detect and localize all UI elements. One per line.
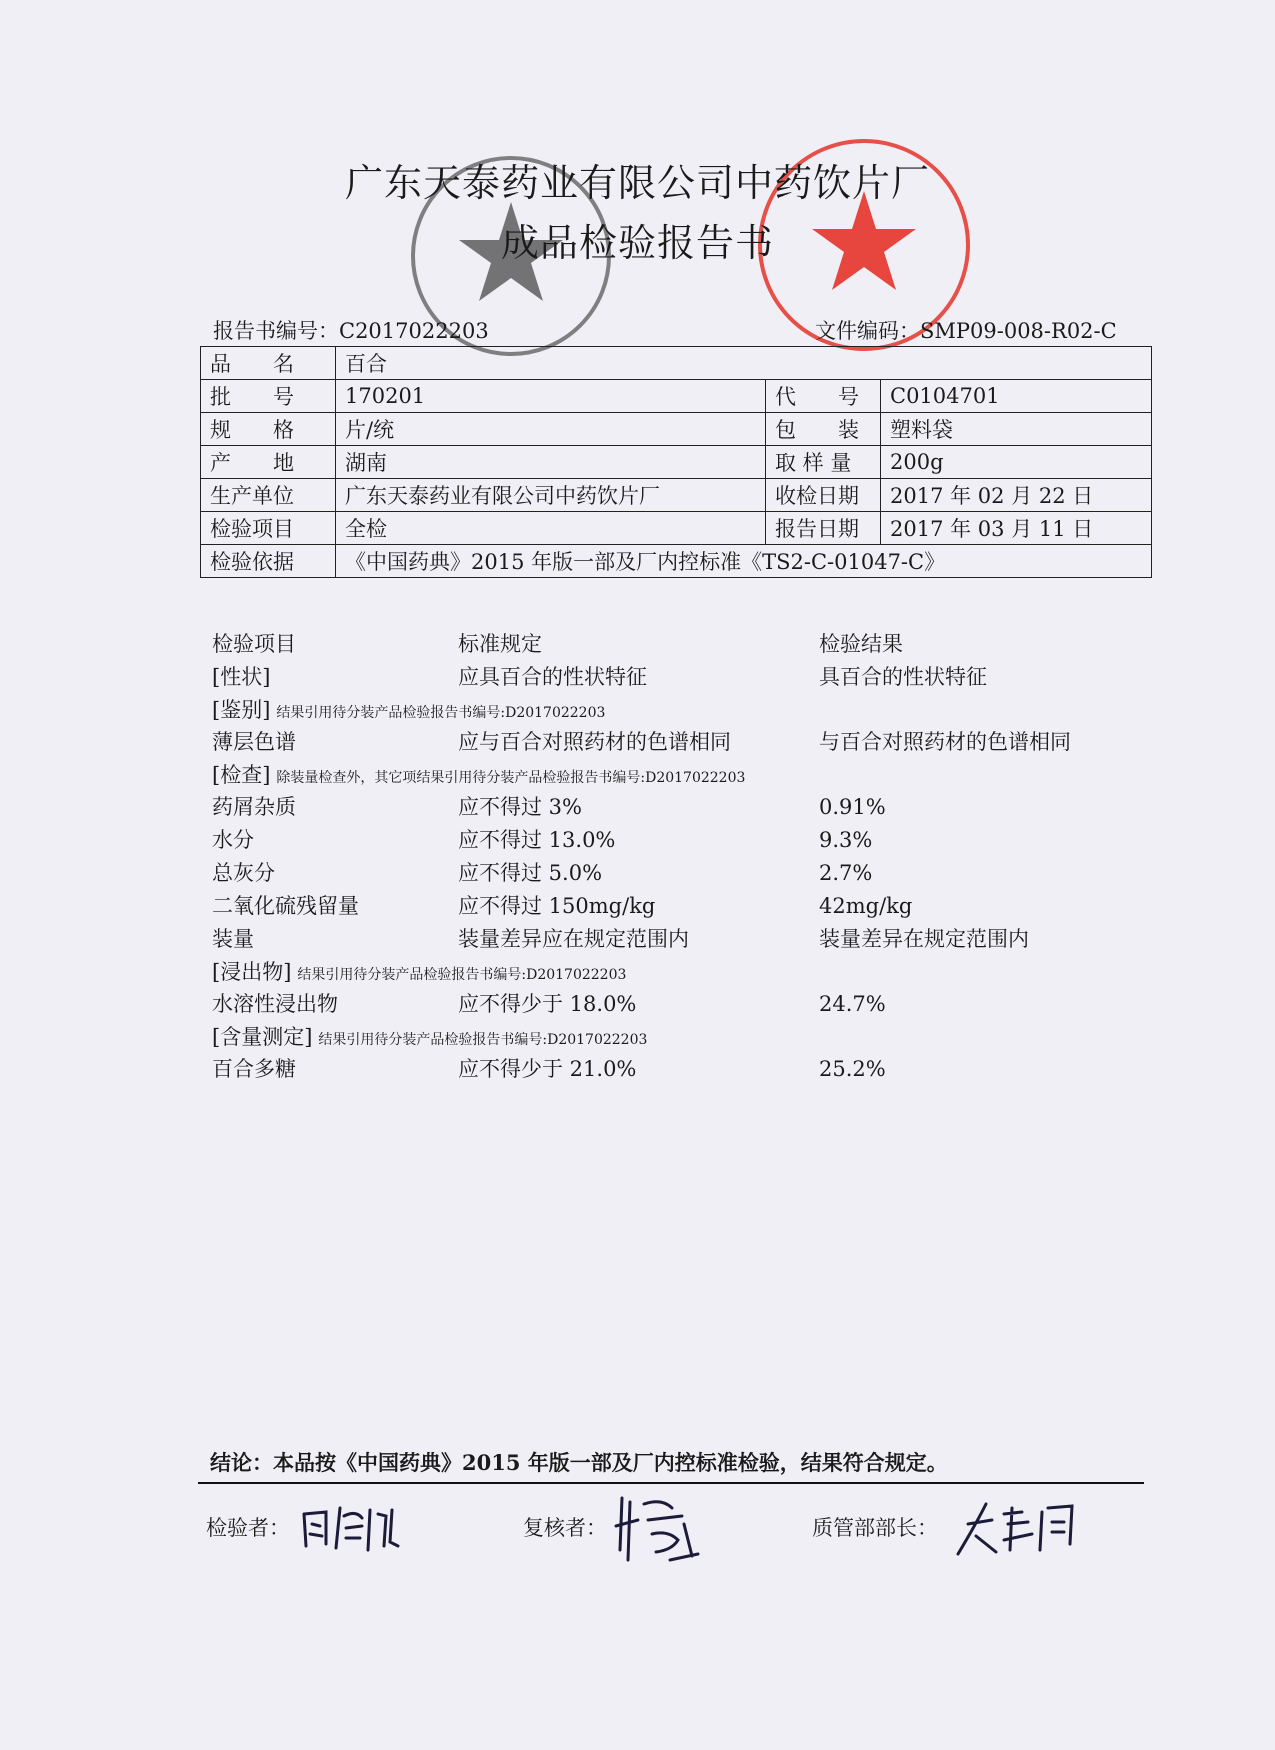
result-row	[212, 824, 1152, 857]
document-title: 成品检验报告书	[500, 221, 774, 265]
qa-head-label: 质管部部长：	[812, 1516, 938, 1540]
column-header-result: 检验结果	[819, 632, 903, 656]
table-row	[201, 512, 1152, 545]
section-label: [浸出物]	[212, 960, 292, 984]
result-item: 薄层色谱	[212, 730, 296, 754]
result-row	[212, 726, 1152, 759]
field-label: 报告日期	[766, 512, 881, 545]
field-value: 200g	[881, 446, 1152, 479]
column-header-item: 检验项目	[212, 632, 296, 656]
table-row	[201, 446, 1152, 479]
inspector-label: 检验者：	[206, 1516, 290, 1540]
field-label: 代 号	[766, 380, 881, 413]
result-item: 水分	[212, 828, 254, 852]
result-standard: 应不得少于 21.0%	[458, 1057, 637, 1081]
section-note: 除装量检查外，其它项结果引用待分装产品检验报告书编号:D2017022203	[276, 770, 746, 786]
section-row	[212, 1021, 1152, 1053]
result-standard: 应与百合对照药材的色谱相同	[458, 730, 731, 754]
section-row	[212, 956, 1152, 988]
section-note: 结果引用待分装产品检验报告书编号:D2017022203	[276, 705, 606, 721]
result-standard: 装量差异应在规定范围内	[458, 927, 689, 951]
result-value: 装量差异在规定范围内	[819, 927, 1029, 951]
section-label: [检查]	[212, 763, 271, 787]
reviewer-label: 复核者：	[523, 1516, 607, 1540]
result-value: 具百合的性状特征	[819, 665, 987, 689]
field-value: 片/统	[336, 413, 766, 446]
result-item: 总灰分	[212, 861, 275, 885]
field-label: 收检日期	[766, 479, 881, 512]
results-header-row	[212, 628, 1152, 661]
field-value: 湖南	[336, 446, 766, 479]
section-label: [鉴别]	[212, 698, 271, 722]
field-label: 品 名	[201, 347, 336, 380]
field-value: C0104701	[881, 380, 1152, 413]
result-item: [性状]	[212, 665, 271, 689]
field-value: 《中国药典》2015 年版一部及厂内控标准《TS2-C-01047-C》	[336, 545, 1152, 578]
result-standard: 应不得过 13.0%	[458, 828, 616, 852]
section-row	[212, 759, 1152, 791]
field-value: 百合	[336, 347, 1152, 380]
result-item: 装量	[212, 927, 254, 951]
field-label: 批 号	[201, 380, 336, 413]
section-note: 结果引用待分装产品检验报告书编号:D2017022203	[297, 967, 627, 983]
section-note: 结果引用待分装产品检验报告书编号:D2017022203	[318, 1032, 648, 1048]
conclusion: 结论：本品按《中国药典》2015 年版一部及厂内控标准检验，结果符合规定。	[210, 1450, 948, 1475]
result-value: 2.7%	[819, 861, 873, 885]
field-value: 全检	[336, 512, 766, 545]
section-label: [含量测定]	[212, 1025, 313, 1049]
field-value: 2017 年 02 月 22 日	[881, 479, 1152, 512]
result-value: 0.91%	[819, 795, 886, 819]
product-info-table	[200, 346, 1152, 578]
field-label: 规 格	[201, 413, 336, 446]
file-code: 文件编码：SMP09-008-R02-C	[815, 319, 1117, 343]
result-value: 42mg/kg	[819, 894, 913, 918]
reviewer-signature	[612, 1490, 702, 1566]
result-row	[212, 857, 1152, 890]
test-results	[212, 628, 1152, 1086]
result-standard: 应不得过 3%	[458, 795, 582, 819]
result-row	[212, 1053, 1152, 1086]
field-label: 包 装	[766, 413, 881, 446]
field-label: 检验项目	[201, 512, 336, 545]
result-row	[212, 661, 1152, 694]
result-value: 与百合对照药材的色谱相同	[819, 730, 1071, 754]
table-row	[201, 347, 1152, 380]
result-item: 药屑杂质	[212, 795, 296, 819]
field-value: 塑料袋	[881, 413, 1152, 446]
result-value: 24.7%	[819, 992, 886, 1016]
result-value: 25.2%	[819, 1057, 886, 1081]
table-row	[201, 380, 1152, 413]
result-row	[212, 988, 1152, 1021]
result-item: 水溶性浸出物	[212, 992, 338, 1016]
field-value: 2017 年 03 月 11 日	[881, 512, 1152, 545]
field-value: 170201	[336, 380, 766, 413]
result-standard: 应不得少于 18.0%	[458, 992, 637, 1016]
result-standard: 应不得过 5.0%	[458, 861, 603, 885]
table-row	[201, 545, 1152, 578]
company-title: 广东天泰药业有限公司中药饮片厂	[344, 161, 930, 205]
result-value: 9.3%	[819, 828, 873, 852]
qa-head-signature	[952, 1494, 1082, 1564]
field-label: 检验依据	[201, 545, 336, 578]
column-header-standard: 标准规定	[458, 632, 542, 656]
field-label: 产 地	[201, 446, 336, 479]
result-standard: 应具百合的性状特征	[458, 665, 647, 689]
result-standard: 应不得过 150mg/kg	[458, 894, 656, 918]
result-item: 二氧化硫残留量	[212, 894, 359, 918]
table-row	[201, 479, 1152, 512]
result-row	[212, 791, 1152, 824]
report-number: 报告书编号：C2017022203	[213, 319, 489, 343]
field-label: 取 样 量	[766, 446, 881, 479]
field-value: 广东天泰药业有限公司中药饮片厂	[336, 479, 766, 512]
inspector-signature	[296, 1496, 406, 1556]
result-row	[212, 890, 1152, 923]
divider	[198, 1482, 1144, 1484]
result-item: 百合多糖	[212, 1057, 296, 1081]
field-label: 生产单位	[201, 479, 336, 512]
result-row	[212, 923, 1152, 956]
section-row	[212, 694, 1152, 726]
table-row	[201, 413, 1152, 446]
